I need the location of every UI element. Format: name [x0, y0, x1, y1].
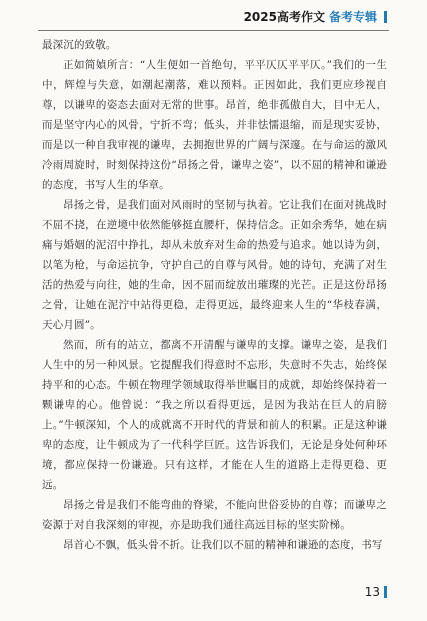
paragraph: 最深沉的致敬。 [42, 39, 117, 51]
page-header [244, 8, 387, 25]
header-title: 2025高考作文 [243, 10, 325, 24]
page-number: 13 [364, 585, 380, 599]
footer-accent-bar [384, 586, 387, 598]
page-footer [365, 585, 387, 599]
paragraph: 昂扬之骨，是我们面对风雨时的坚韧与执着。它让我们在面对挑战时不屈不挠，在逆境中依然能够挺直腰杆，保持信念。正如余秀华，她在病痛与婚姻的泥沼中挣扎，却从未放弃对生命的热爱与追求。她以诗为剑，以笔为枪，与命运抗争，守护自己的自尊与风骨。她的诗句，充满了对生活的热爱与向往，她的生命，因不屈而绽放出璀璨的光芒。正是这份昂扬之骨，让她在泥泞中站得更稳，走得更远，最终迎来人生的“华枝春满，天心月圆”。 [42, 199, 387, 331]
article-body [42, 35, 387, 555]
paragraph: 正如简媜所言：“人生便如一首绝句，平平仄仄平平仄。”我们的一生中，辉煌与失意，如潮起潮落，难以预料。正因如此，我们更应珍视自尊，以谦卑的姿态去面对无常的世事。昂首，绝非孤傲自大，目中无人，而是坚守内心的风骨，宁折不弯；低头，并非怯懦退缩，而是现实妥协，而是以一种自我审视的谦卑，去拥抱世界的广阔与深邃。在与命运的激风冷雨周旋时，时刻保持这份“昂扬之骨，谦卑之姿”，以不屈的精神和谦逊的态度，书写人生的华章。 [42, 59, 387, 191]
paragraph: 昂扬之骨是我们不能弯曲的脊梁，不能向世俗妥协的自尊；而谦卑之姿源于对自我深刻的审视，亦是助我们通往高远目标的坚实阶梯。 [42, 499, 387, 531]
paragraph: 然而，所有的站立，都离不开清醒与谦卑的支撑。谦卑之姿，是我们人生中的另一种风景。它提醒我们得意时不忘形，失意时不失志，始终保持平和的心态。牛顿在物理学领域取得举世瞩目的成就，却始终保持着一颗谦卑的心。他曾说：“我之所以看得更远，是因为我站在巨人的肩膀上。”牛顿深知，个人的成就离不开时代的背景和前人的积累。正是这种谦卑的态度，让牛顿成为了一代科学巨匠。这告诉我们，无论是身处何种环境，都应保持一份谦逊。只有这样，才能在人生的道路上走得更稳、更远。 [42, 339, 387, 491]
paragraph: 昂首心不飘，低头骨不折。让我们以不屈的精神和谦逊的态度，书写 [63, 539, 383, 551]
header-divider [38, 30, 389, 31]
header-accent-bar [384, 11, 387, 23]
header-title-accent: 备考专辑 [328, 10, 377, 24]
